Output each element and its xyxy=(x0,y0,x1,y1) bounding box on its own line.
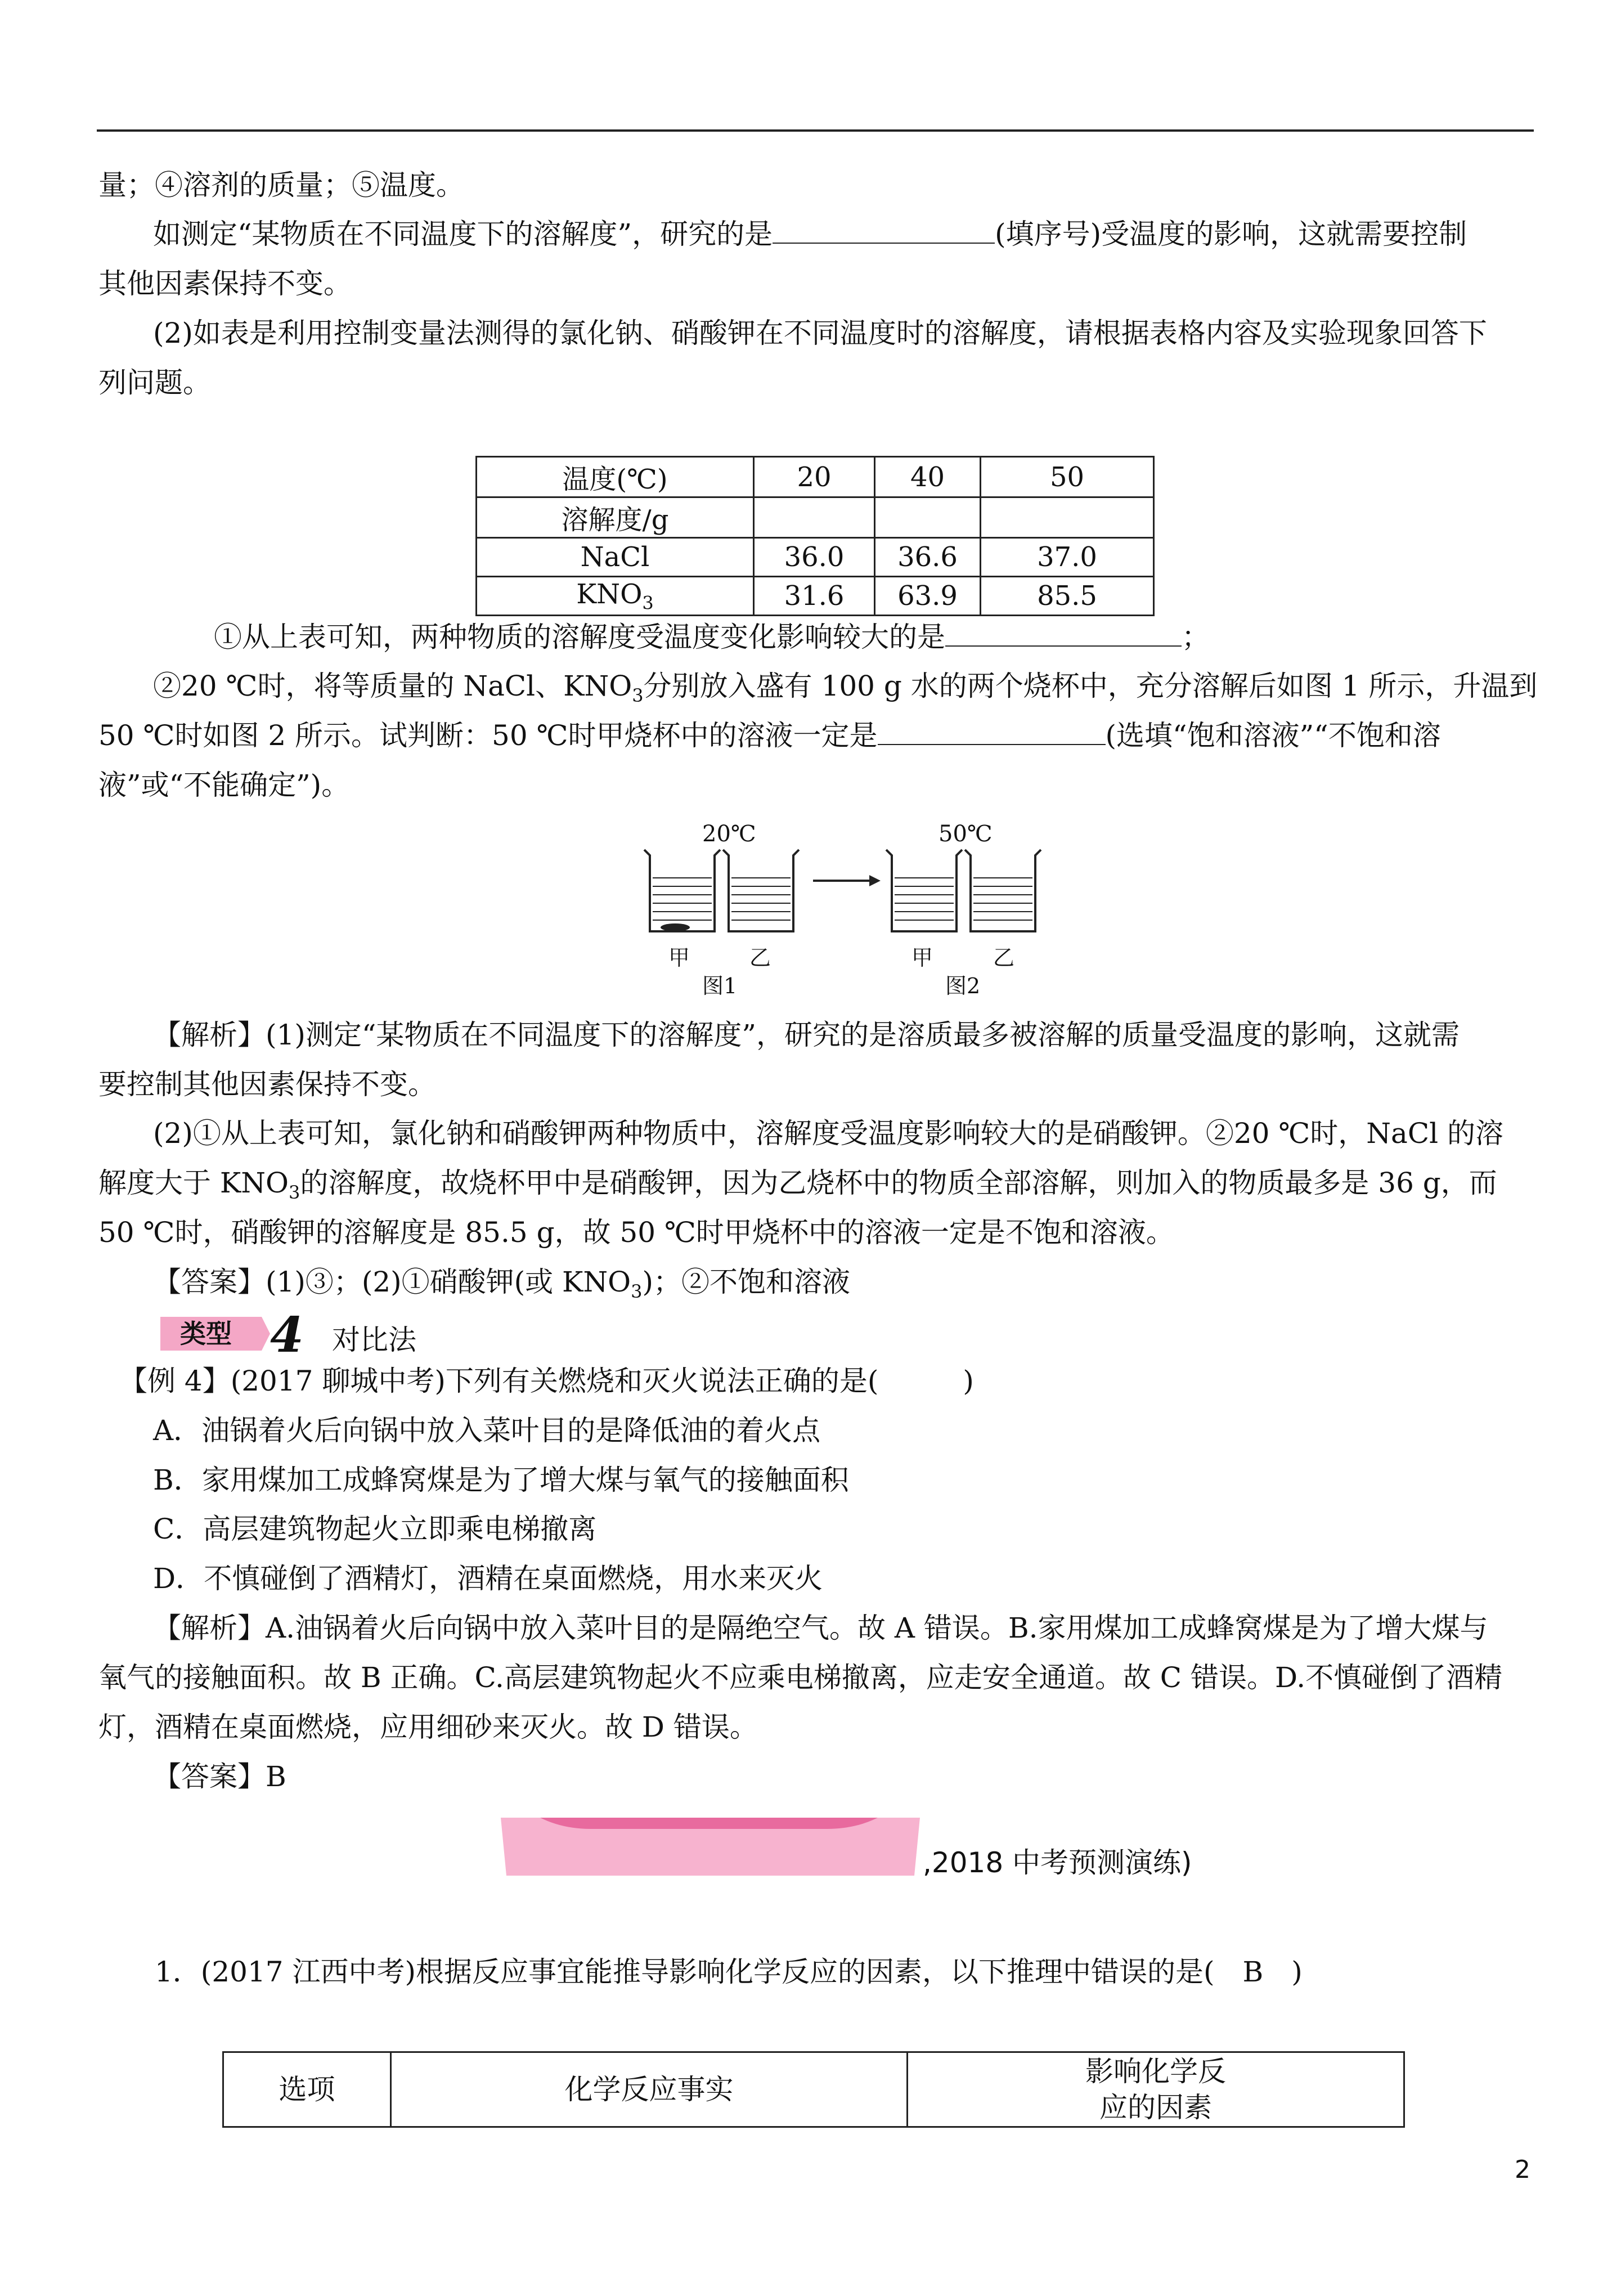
table-cell: 31.6 xyxy=(754,577,875,616)
temp-label: 20℃ xyxy=(702,821,756,847)
beaker-label: 甲 xyxy=(668,945,690,970)
section-banner xyxy=(495,1815,923,1877)
table-cell: NaCl xyxy=(477,538,754,577)
type-badge xyxy=(155,1306,470,1364)
beaker-jia-2 xyxy=(886,850,962,931)
text-line: 【解析】(1)测定“某物质在不同温度下的溶解度”，研究的是溶质最多被溶解的质量受温度的影响，这就需 xyxy=(153,1019,1460,1051)
table-cell: 50 xyxy=(981,457,1154,497)
text-line: 如测定“某物质在不同温度下的溶解度”，研究的是 (填序号)受温度的影响，这就需要控制 xyxy=(153,218,1467,250)
text-line: 列问题。 xyxy=(98,366,211,399)
text-line: 【例 4】(2017 聊城中考)下列有关燃烧和灭火说法正确的是( ) xyxy=(119,1365,974,1397)
text-line: 灯，酒精在桌面燃烧，应用细砂来灭火。故 D 错误。 xyxy=(98,1711,758,1743)
page-number: 2 xyxy=(1515,2155,1530,2184)
table-cell: 化学反应事实 xyxy=(391,2052,908,2127)
text-line: 氧气的接触面积。故 B 正确。C.高层建筑物起火不应乘电梯撤离，应走安全通道。故 C 错误。D.不慎碰倒了酒精 xyxy=(98,1661,1503,1694)
solubility-table xyxy=(475,456,1155,616)
badge-label: 类型 xyxy=(180,1319,232,1349)
table-cell: $KNO_3$ xyxy=(477,577,754,616)
table-cell: 溶解度/g xyxy=(477,497,754,538)
text-line: 解度大于 $KNO_3$的溶解度，故烧杯甲中是硝酸钾，因为乙烧杯中的物质全部溶解，则加入的物质最多是 36 g，而 xyxy=(98,1167,1497,1203)
table-cell: 影响化学反 应的因素 xyxy=(908,2052,1404,2127)
table-cell: 37.0 xyxy=(981,538,1154,577)
text-line: 50 ℃时，硝酸钾的溶解度是 85.5 g，故 50 ℃时甲烧杯中的溶液一定是不饱和溶液。 xyxy=(98,1216,1174,1249)
table-cell: 选项 xyxy=(223,2052,391,2127)
option-d: D．不慎碰倒了酒精灯，酒精在桌面燃烧，用水来灭火 xyxy=(153,1562,823,1595)
question-table xyxy=(222,2051,1405,2128)
table-cell xyxy=(981,497,1154,538)
question-1: 1．(2017 江西中考)根据反应事宜能推导影响化学反应的因素，以下推理中错误的是( B ) xyxy=(155,1956,1303,1988)
option-c: C．高层建筑物起火立即乘电梯撤离 xyxy=(153,1513,597,1545)
answer-blank xyxy=(878,719,1106,745)
beaker-jia-1 xyxy=(644,850,720,931)
table-cell: 36.6 xyxy=(875,538,981,577)
text-line: 液”或“不能确定”)。 xyxy=(98,769,350,801)
beaker-yi-1 xyxy=(723,850,799,931)
text-line: 要控制其他因素保持不变。 xyxy=(98,1068,436,1101)
table-cell: 63.9 xyxy=(875,577,981,616)
table-cell xyxy=(875,497,981,538)
option-a: A．油锅着火后向锅中放入菜叶目的是降低油的着火点 xyxy=(153,1414,821,1447)
badge-number: 4 xyxy=(270,1307,304,1362)
table-cell: 40 xyxy=(875,457,981,497)
text-line: 其他因素保持不变。 xyxy=(98,267,352,300)
beaker-yi-2 xyxy=(965,850,1041,931)
option-b: B．家用煤加工成蜂窝煤是为了增大煤与氧气的接触面积 xyxy=(153,1464,849,1496)
answer-blank xyxy=(945,621,1182,647)
figure-caption: 图1 xyxy=(702,974,738,998)
figure-caption: 图2 xyxy=(945,974,981,998)
beaker-figure xyxy=(630,816,1058,1007)
text-line: (2)如表是利用控制变量法测得的氯化钠、硝酸钾在不同温度时的溶解度，请根据表格内容及实验现象回答下 xyxy=(153,317,1487,349)
answer-blank xyxy=(773,218,995,244)
beaker-label: 乙 xyxy=(749,945,771,970)
text-line: 量；④溶剂的质量；⑤温度。 xyxy=(98,169,464,201)
table-cell: 温度(℃) xyxy=(477,457,754,497)
table-cell: 36.0 xyxy=(754,538,875,577)
section-banner-text: ,2018 中考预测演练) xyxy=(923,1846,1192,1879)
table-cell: 20 xyxy=(754,457,875,497)
text-line: ①从上表可知，两种物质的溶解度受温度变化影响较大的是 ； xyxy=(214,621,1210,653)
header-rule xyxy=(97,129,1534,132)
text-line: 50 ℃时如图 2 所示。试判断：50 ℃时甲烧杯中的溶液一定是 (选填“饱和溶液”“不饱和溶 xyxy=(98,719,1441,752)
text-line: 【解析】A.油锅着火后向锅中放入菜叶目的是隔绝空气。故 A 错误。B.家用煤加工成蜂窝煤是为了增大煤与 xyxy=(153,1612,1488,1644)
table-cell xyxy=(754,497,875,538)
arrow-icon xyxy=(813,875,881,886)
text-line: ②20 ℃时，将等质量的 NaCl、$KNO_3$分别放入盛有 100 g 水的两个烧杯中，充分溶解后如图 1 所示，升温到 xyxy=(153,670,1538,706)
text-line: 【答案】(1)③；(2)①硝酸钾(或 $KNO_3$)；②不饱和溶液 xyxy=(153,1266,851,1302)
text-line: (2)①从上表可知，氯化钠和硝酸钾两种物质中，溶解度受温度影响较大的是硝酸钾。②20 ℃时，NaCl 的溶 xyxy=(153,1117,1503,1150)
text-line: 【答案】B xyxy=(153,1760,286,1793)
badge-title: 对比法 xyxy=(332,1324,416,1356)
beaker-label: 乙 xyxy=(993,945,1015,970)
temp-label: 50℃ xyxy=(939,821,993,847)
beaker-label: 甲 xyxy=(911,945,933,970)
table-cell: 85.5 xyxy=(981,577,1154,616)
